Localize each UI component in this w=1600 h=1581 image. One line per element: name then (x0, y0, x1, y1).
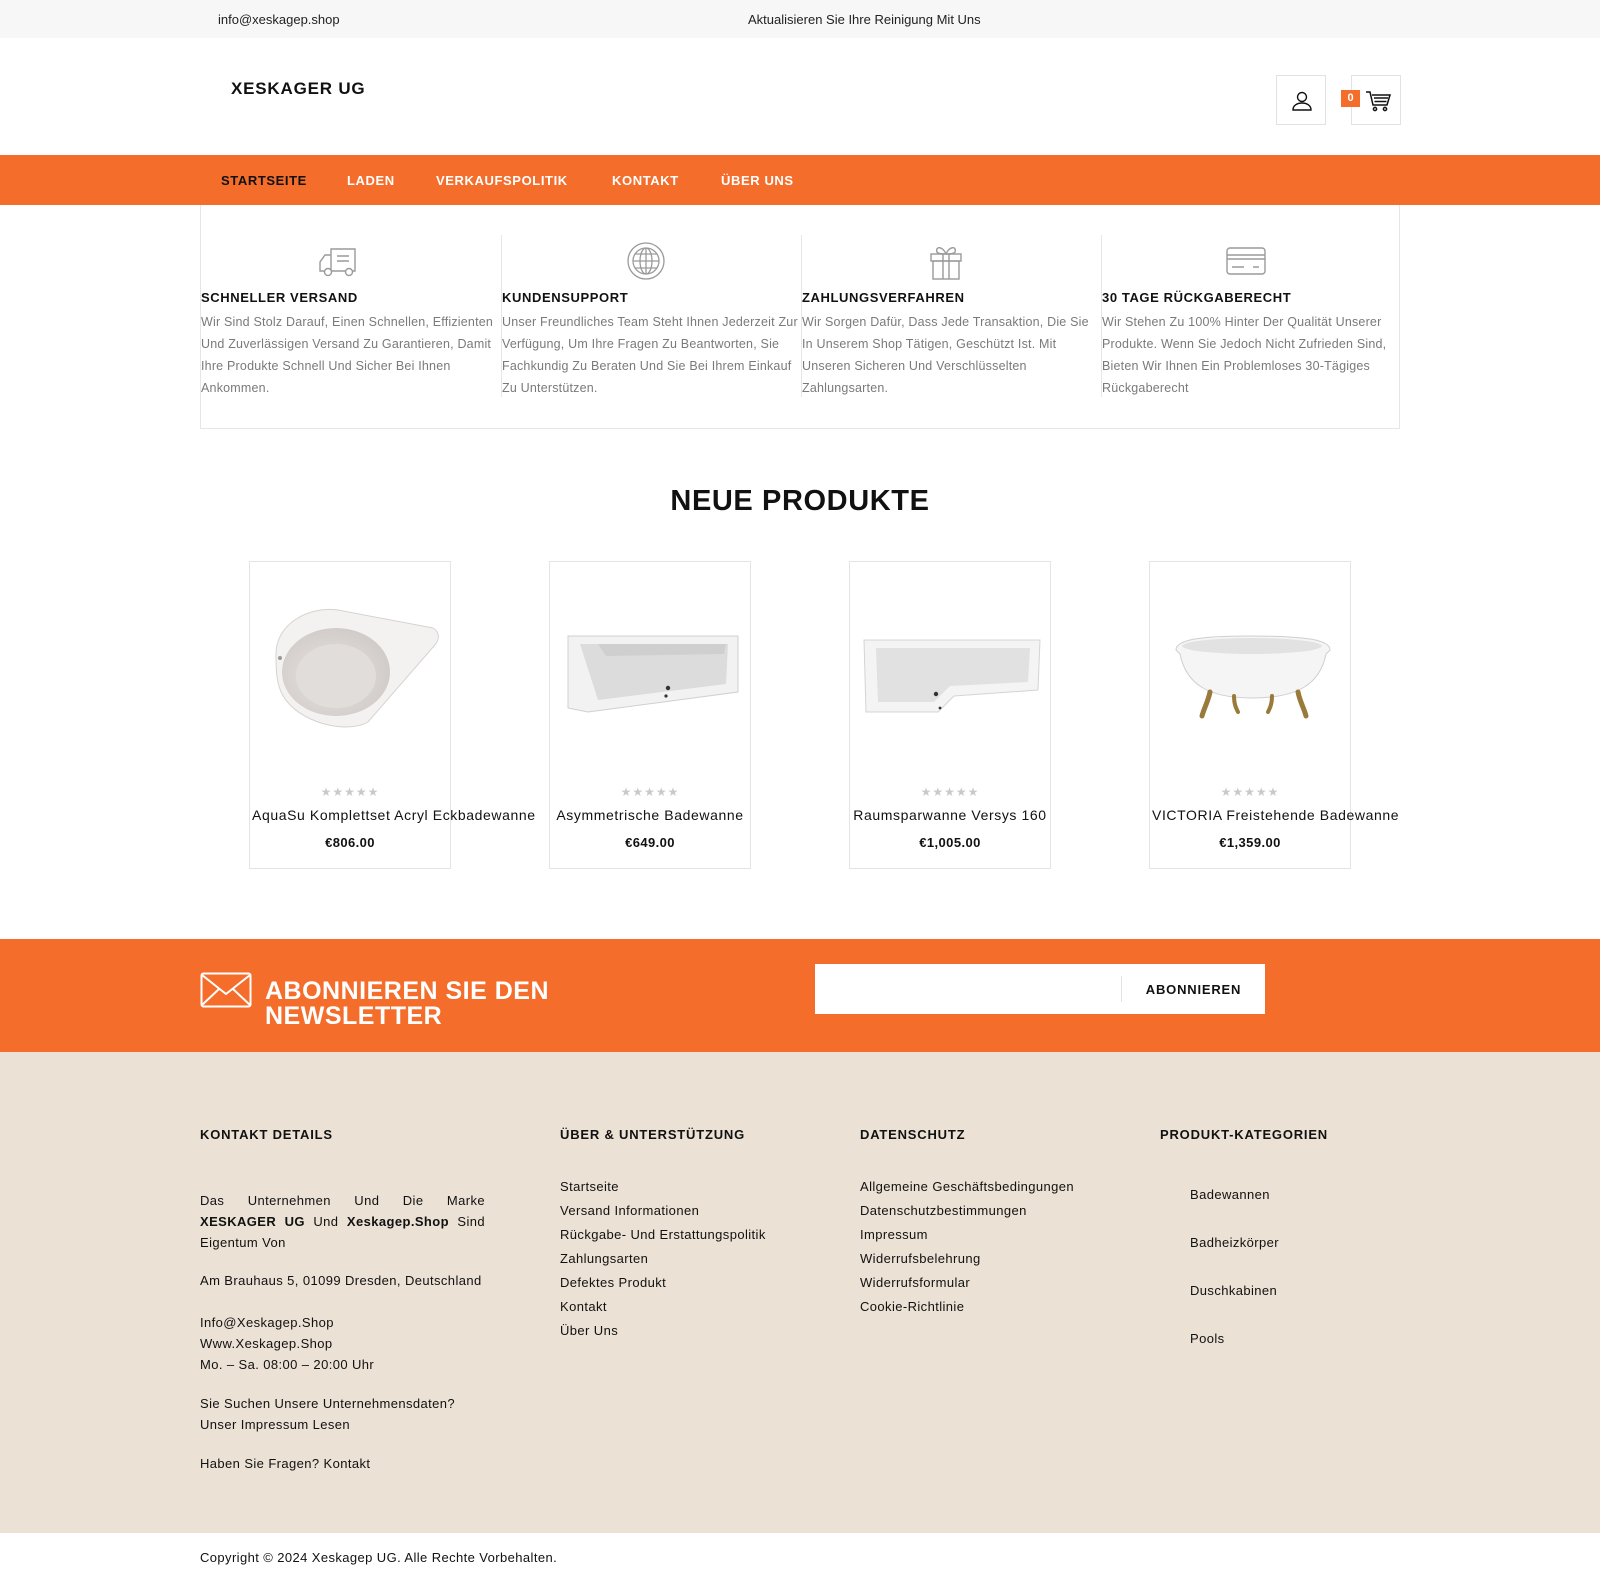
footer-link-impressum[interactable]: Impressum (860, 1227, 928, 1242)
contact-ownership-text: Das Unternehmen Und Die Marke XESKAGER UG Und Xeskagep.Shop Sind Eigentum Von (200, 1193, 486, 1250)
user-icon (1290, 89, 1314, 113)
contact-questions-link[interactable]: Haben Sie Fragen? Kontakt (200, 1456, 371, 1471)
footer-link-ueber-uns[interactable]: Über Uns (560, 1323, 619, 1338)
category-link-pools[interactable]: Pools (1190, 1331, 1225, 1346)
product-card[interactable] (549, 561, 751, 869)
footer-link-rueckgabe[interactable]: Rückgabe- Und Erstattungspolitik (560, 1227, 766, 1242)
footer (0, 1052, 1600, 1533)
newsletter-title (265, 979, 585, 1029)
feature-payment (801, 235, 1101, 397)
subscribe-button[interactable]: ABONNIEREN (1122, 964, 1265, 1014)
newsletter-title-line2: NEWSLETTER (265, 1002, 443, 1030)
footer-link-widerrufsbelehrung[interactable]: Widerrufsbelehrung (860, 1251, 981, 1266)
rating-stars: ★★★★★ (1220, 785, 1280, 799)
newsletter-form (815, 964, 1265, 1014)
product-image-asymmetric-bathtub[interactable] (558, 584, 744, 744)
footer-link-cookie[interactable]: Cookie-Richtlinie (860, 1299, 965, 1314)
site-logo[interactable]: XESKAGER UG (231, 79, 366, 98)
feature-text: Wir Sorgen Dafür, Dass Jede Transaktion, Die Sie In Unserem Shop Tätigen, Geschützt Ist. Mit Unseren Sicheren Und Verschlüsselten Zahlungsarten. (802, 315, 1089, 395)
footer-support-links (560, 1175, 860, 1343)
top-promo-text: Aktualisieren Sie Ihre Reinigung Mit Uns (748, 12, 981, 27)
rating-stars: ★★★★★ (320, 785, 380, 799)
footer-link-agb[interactable]: Allgemeine Geschäftsbedingungen (860, 1179, 1075, 1194)
feature-shipping (201, 235, 501, 397)
footer-category-links (1190, 1187, 1390, 1379)
footer-heading: ÜBER & UNTERSTÜTZUNG (560, 1127, 745, 1142)
feature-title: 30 TAGE RÜCKGABERECHT (1102, 290, 1292, 305)
feature-text: Unser Freundliches Team Steht Ihnen Jederzeit Zur Verfügung, Um Ihre Fragen Zu Beantworten, Sie Fachkundig Zu Beraten Und Sie Bei Ihrem Einkauf Zu Unterstützen. (502, 315, 798, 395)
footer-categories-column (1160, 1127, 1328, 1346)
feature-returns (1101, 235, 1401, 397)
nav-item-laden[interactable]: LADEN (347, 173, 395, 188)
credit-card-icon (1222, 241, 1270, 281)
contact-email-link[interactable]: Info@Xeskagep.Shop (200, 1315, 334, 1330)
account-button[interactable] (1276, 75, 1326, 125)
product-name[interactable]: VICTORIA Freistehende Badewanne (1152, 807, 1400, 823)
footer-link-kontakt[interactable]: Kontakt (560, 1299, 607, 1314)
copyright-text: Copyright © 2024 Xeskagep UG. Alle Rechte Vorbehalten. (200, 1550, 558, 1565)
feature-title: ZAHLUNGSVERFAHREN (802, 290, 965, 305)
footer-heading: PRODUKT-KATEGORIEN (1160, 1127, 1328, 1142)
footer-privacy-links (860, 1175, 1160, 1319)
product-card[interactable] (1149, 561, 1400, 869)
category-link-badheizkoerper[interactable]: Badheizkörper (1190, 1235, 1280, 1250)
footer-heading: KONTAKT DETAILS (200, 1127, 333, 1142)
newsletter-title-line1: ABONNIEREN SIE DEN (265, 977, 550, 1005)
product-price: €806.00 (325, 835, 375, 850)
footer-link-widerrufsformular[interactable]: Widerrufsformular (860, 1275, 971, 1290)
footer-privacy-column (860, 1127, 1075, 1314)
contact-address: Am Brauhaus 5, 01099 Dresden, Deutschland (200, 1273, 482, 1288)
truck-icon (317, 241, 365, 281)
product-name[interactable]: Raumsparwanne Versys 160 (853, 807, 1047, 823)
newsletter-section (0, 939, 1600, 1052)
envelope-icon (200, 972, 252, 1008)
nav-item-kontakt[interactable]: KONTAKT (612, 173, 679, 188)
footer-link-zahlungsarten[interactable]: Zahlungsarten (560, 1251, 649, 1266)
cart-count-badge: 0 (1341, 90, 1360, 107)
contact-impressum-link[interactable]: Unser Impressum Lesen (200, 1417, 351, 1432)
rating-stars: ★★★★★ (620, 785, 680, 799)
feature-text: Wir Sind Stolz Darauf, Einen Schnellen, Effizienten Und Zuverlässigen Versand Zu Garantieren, Damit Ihre Produkte Schnell Und Sicher Bei Ihnen Ankommen. (201, 315, 494, 395)
footer-support-column (560, 1127, 766, 1338)
category-link-badewannen[interactable]: Badewannen (1190, 1187, 1270, 1202)
category-link-duschkabinen[interactable]: Duschkabinen (1190, 1283, 1278, 1298)
cart-icon (1365, 89, 1391, 113)
feature-support (501, 235, 801, 397)
product-image-space-saving-bathtub[interactable] (858, 584, 1044, 744)
footer-link-startseite[interactable]: Startseite (560, 1179, 619, 1194)
footer-link-versand[interactable]: Versand Informationen (560, 1203, 700, 1218)
contact-company-question: Sie Suchen Unsere Unternehmensdaten? (200, 1396, 456, 1411)
product-image-freestanding-bathtub[interactable] (1158, 584, 1344, 744)
product-image-corner-bathtub[interactable] (258, 584, 444, 744)
footer-link-datenschutz[interactable]: Datenschutzbestimmungen (860, 1203, 1027, 1218)
main-nav (0, 155, 1600, 205)
product-name[interactable]: AquaSu Komplettset Acryl Eckbadewanne (252, 807, 536, 823)
contact-web-link[interactable]: Www.Xeskagep.Shop (200, 1336, 333, 1351)
footer-contact-column (200, 1127, 486, 1471)
top-bar (0, 0, 1600, 38)
footer-link-defektes-produkt[interactable]: Defektes Produkt (560, 1275, 667, 1290)
footer-heading: DATENSCHUTZ (860, 1127, 966, 1142)
product-name[interactable]: Asymmetrische Badewanne (556, 807, 744, 823)
feature-title: SCHNELLER VERSAND (201, 290, 358, 305)
newsletter-email-input[interactable] (815, 964, 1121, 1014)
contact-hours: Mo. – Sa. 08:00 – 20:00 Uhr (200, 1357, 375, 1372)
features-strip (200, 205, 1400, 429)
gift-icon (922, 241, 970, 281)
nav-item-ueber-uns[interactable]: ÜBER UNS (721, 173, 794, 188)
feature-title: KUNDENSUPPORT (502, 290, 629, 305)
feature-text: Wir Stehen Zu 100% Hinter Der Qualität Unserer Produkte. Wenn Sie Jedoch Nicht Zufrieden Sind, Bieten Wir Ihnen Ein Problemloses 30-Tägiges Rückgaberecht (1102, 315, 1387, 395)
section-title-new-products: NEUE PRODUKTE (670, 485, 930, 517)
nav-item-verkaufspolitik[interactable]: VERKAUFSPOLITIK (436, 173, 568, 188)
product-card[interactable] (849, 561, 1051, 869)
product-price: €1,359.00 (1219, 835, 1281, 850)
product-price: €649.00 (625, 835, 675, 850)
product-card[interactable] (249, 561, 536, 869)
globe-icon (622, 241, 670, 281)
top-email-link[interactable]: info@xeskagep.shop (218, 12, 340, 27)
nav-item-startseite[interactable]: STARTSEITE (221, 173, 307, 188)
rating-stars: ★★★★★ (920, 785, 980, 799)
product-price: €1,005.00 (919, 835, 981, 850)
